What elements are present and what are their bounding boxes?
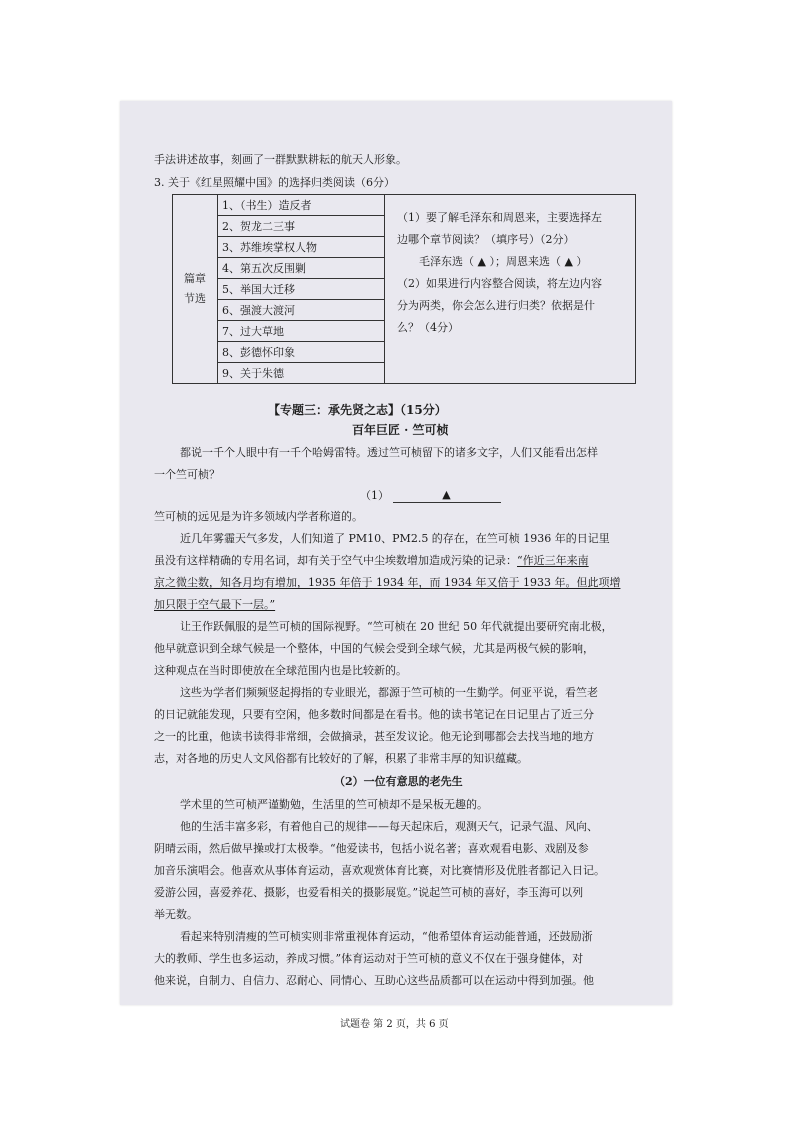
topic-heading: 【专题三：承先贤之志】（15分） [268, 403, 447, 417]
body-line: 加音乐演唱会。他喜欢从事体育运动，喜欢观赏体育比赛，对比赛情形及优胜者都记入日记。 [154, 864, 605, 877]
body-line: 大的教师、学生也多运动，养成习惯。”体育运动对于竺可桢的意义不仅在于强身健体，对 [154, 952, 584, 965]
question-line: （2）如果进行内容整合阅读，将左边内容 [397, 277, 602, 290]
exam-page [120, 101, 672, 1005]
body-line: 他来说，自制力、自信力、忍耐心、同情心、互助心这些品质都可以在运动中得到加强。他 [154, 974, 594, 987]
body-line: 这种观点在当时即使放在全球范围内也是比较新的。 [154, 664, 407, 677]
body-line: 看起来特别清瘦的竺可桢实则非常重视体育运动，“他希望体育运动能普通，还鼓励浙 [180, 930, 593, 943]
question-line: 么？（4分） [397, 321, 459, 334]
body-line [154, 554, 589, 568]
section-label: 篇章 [184, 272, 206, 285]
body-line: 举无数。 [154, 908, 198, 921]
underlined-quote-line: 京之微尘数，知各月均有增加，1935 年倍于 1934 年，而 1934 年又倍于 1933 年。但此项增 [154, 576, 621, 589]
chapter-cell: 7、过大草地 [218, 321, 385, 342]
question-line: 边哪个章节阅读？（填序号）（2分） [397, 233, 575, 246]
answer-blank [393, 488, 501, 503]
body-line: 之一的比重，他读书读得非常细，会做摘录，甚至发议论。他无论到哪都会去找当地的地方 [154, 730, 594, 743]
chapter-cell: 8、彭德怀印象 [218, 342, 385, 363]
chapter-cell: 6、强渡大渡河 [218, 300, 385, 321]
intro-line: 都说一千个人眼中有一千个哈姆雷特。透过竺可桢留下的诸多文字，人们又能看出怎样 [180, 446, 598, 459]
chapter-cell: 5、举国大迁移 [218, 279, 385, 300]
page-footer: 试题卷 第 2 页，共 6 页 [340, 1019, 449, 1030]
question-line: 毛泽东选（ ▲ ）；周恩来选（ ▲ ） [419, 255, 588, 268]
chapter-cell: 3、苏维埃掌权人物 [218, 237, 385, 258]
article-title: 百年巨匠 · 竺可桢 [352, 423, 449, 437]
body-line: 他早就意识到全球气候是一个整体，中国的气候会受到全球气候，尤其是两极气候的影响， [154, 642, 594, 655]
body-line: 让王作跃佩服的是竺可桢的国际视野。“竺可桢在 20 世纪 50 年代就提出要研究南北极， [180, 620, 613, 633]
blank-triangle-mark: ▲ [442, 488, 451, 501]
body-line: 的日记就能发现，只要有空闲，他多数时间都是在看书。他的读书笔记在日记里占了近三分 [154, 708, 594, 721]
chapter-cell: 2、贺龙二三事 [218, 216, 385, 237]
body-line: 他的生活丰富多彩，有着他自己的规律——每天起床后，观测天气，记录气温、风向、 [180, 820, 598, 833]
part-1-heading [360, 488, 501, 503]
section-label-cell [173, 195, 218, 384]
part-2-heading: （2）一位有意思的老先生 [334, 775, 463, 788]
text-line: 手法讲述故事，刻画了一群默默耕耘的航天人形象。 [154, 153, 407, 166]
question-line: （1）要了解毛泽东和周恩来，主要选择左 [397, 211, 602, 224]
chapter-cell: 4、第五次反围剿 [218, 258, 385, 279]
body-line: 爱游公园，喜爱养花、摄影，也爱看相关的摄影展览。”说起竺可桢的喜好，李玉海可以列 [154, 886, 584, 899]
part-1-label: （1） [360, 489, 389, 502]
body-text: 虽没有这样精确的专用名词，却有关于空气中尘埃数增加造成污染的记录： [154, 554, 517, 567]
question-3-title: 3. 关于《红星照耀中国》的选择归类阅读（6分） [154, 176, 395, 189]
body-line: 竺可桢的远见是为许多领域内学者称道的。 [154, 510, 363, 523]
intro-line: 一个竺可桢？ [154, 468, 220, 481]
question-line: 分为两类，你会怎么进行归类？依据是什 [397, 299, 595, 312]
underlined-quote: “作近三年来南 [517, 554, 589, 567]
chapter-cell: 1、（书生）造反者 [218, 195, 385, 216]
body-line: 志，对各地的历史人文风俗都有比较好的了解，积累了非常丰厚的知识蕴藏。 [154, 752, 528, 765]
body-line: 学术里的竺可桢严谨勤勉，生活里的竺可桢却不是呆板无趣的。 [180, 798, 488, 811]
body-line: 近几年雾霾天气多发，人们知道了 PM10、PM2.5 的存在，在竺可桢 1936 年的日记里 [180, 532, 610, 545]
body-line: 阴晴云雨，然后做早操或打太极拳。“他爱读书，包括小说名著；喜欢观看电影、戏剧及参 [154, 842, 589, 855]
question-cell [385, 195, 636, 384]
chapter-selection-table [172, 194, 636, 384]
chapter-cell: 9、关于朱德 [218, 363, 385, 384]
underlined-quote-line: 加只限于空气最下一层。” [154, 598, 276, 611]
section-label: 节选 [184, 292, 206, 305]
body-line: 这些为学者们频频竖起拇指的专业眼光，都源于竺可桢的一生勤学。何亚平说，看竺老 [180, 686, 598, 699]
